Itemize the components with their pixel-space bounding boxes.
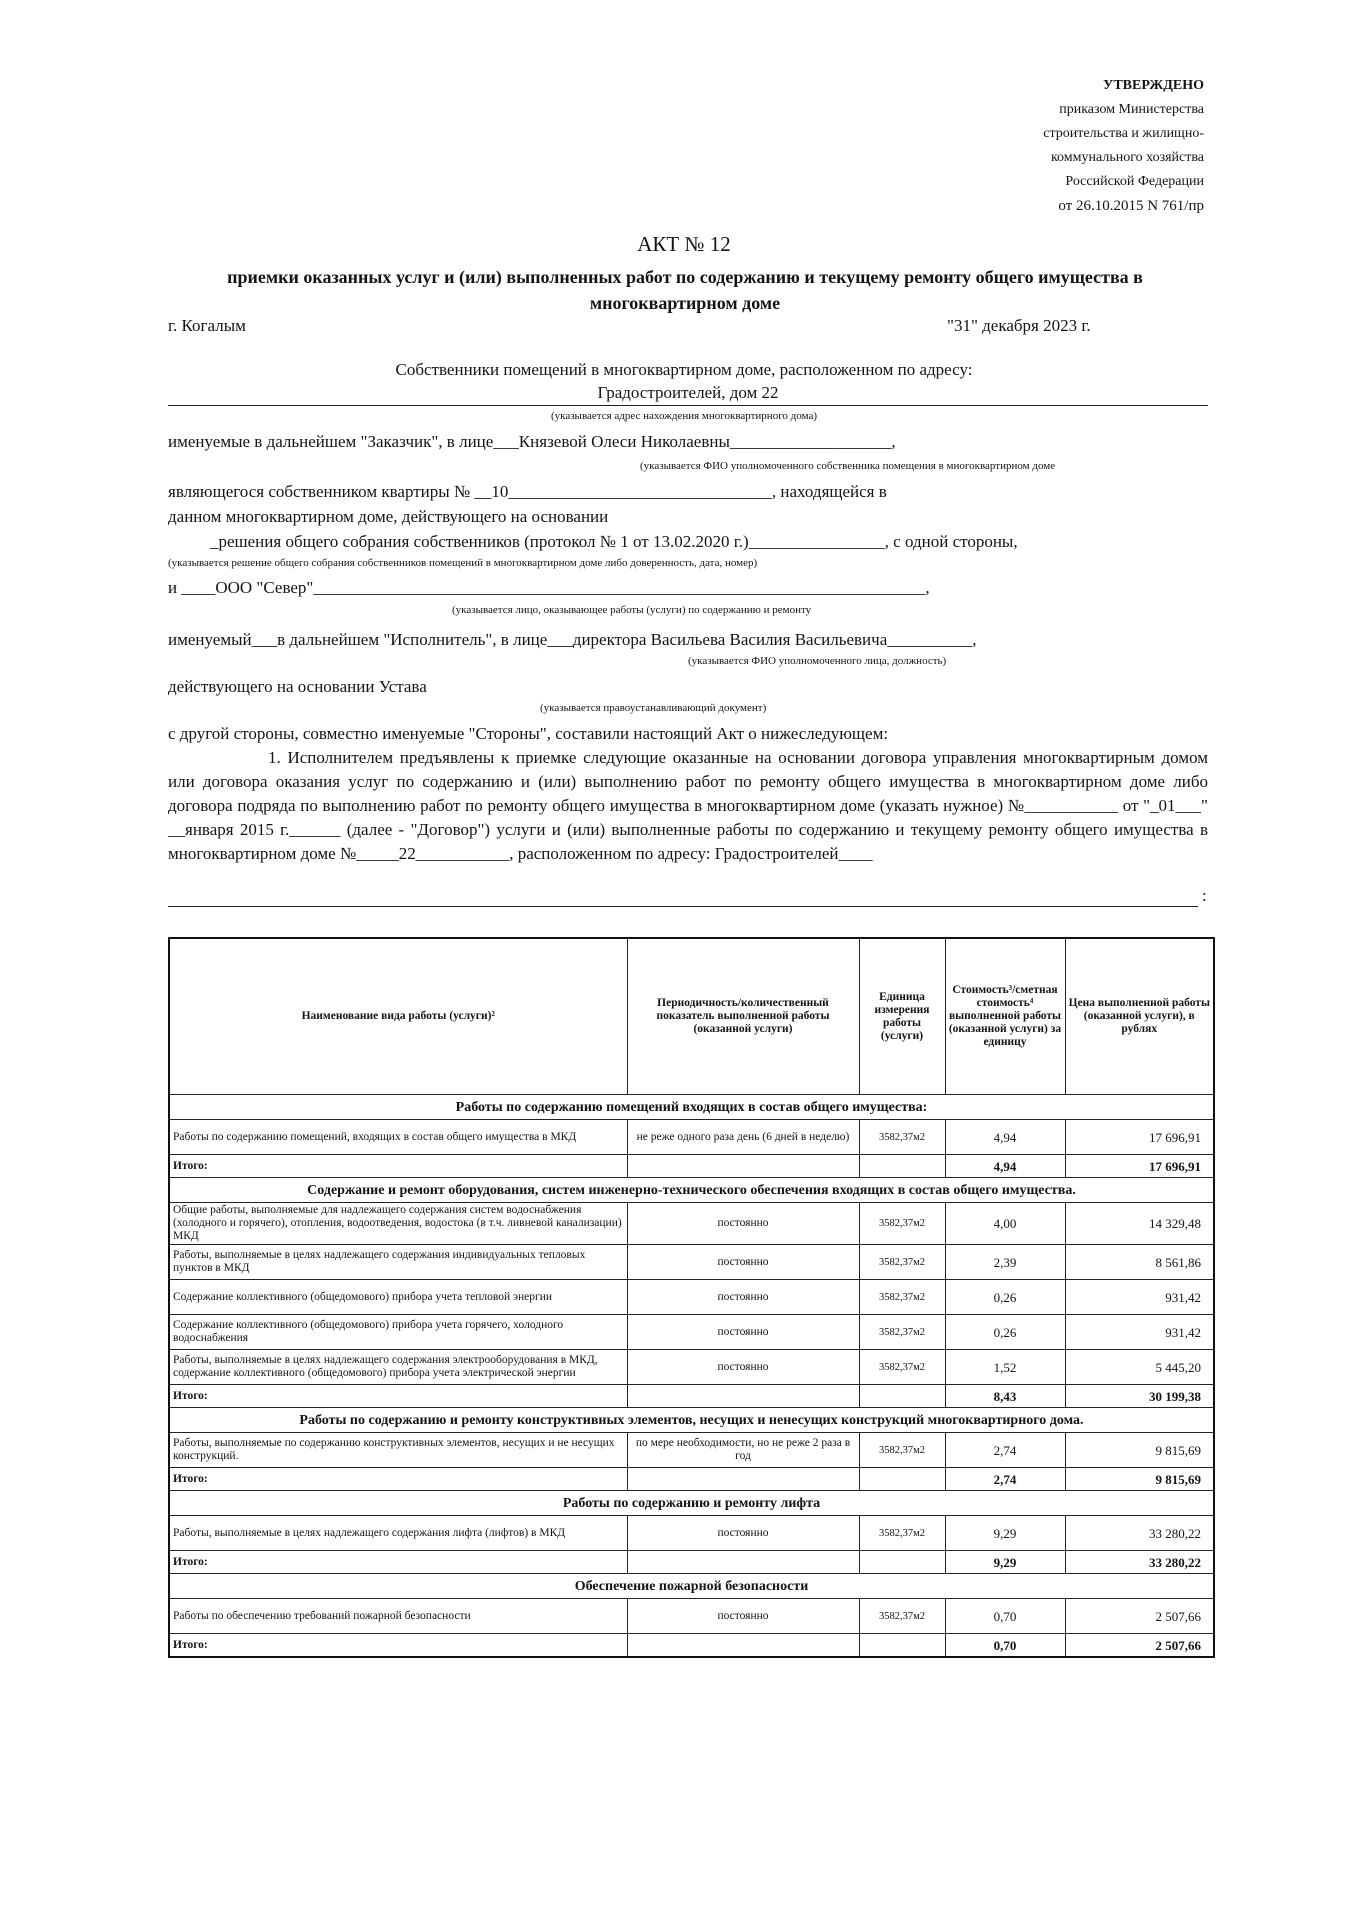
- fio-contractor-note: (указывается ФИО уполномоченного лица, должность): [688, 655, 947, 667]
- total-row: [169, 1155, 1214, 1178]
- table-row: [169, 1280, 1214, 1315]
- cell-name: Работы, выполняемые в целях надлежащего содержания лифта (лифтов) в МКД: [169, 1516, 627, 1551]
- total-price: 2 507,66: [1065, 1634, 1214, 1658]
- act-title: АКТ № 12: [637, 232, 731, 256]
- total-price: 17 696,91: [1065, 1155, 1214, 1178]
- cell-cost: 0,26: [945, 1280, 1065, 1315]
- total-cost: 8,43: [945, 1385, 1065, 1408]
- section-row: [169, 1491, 1214, 1516]
- contractor-line: именуемый___в дальнейшем "Исполнитель", в лице___директора Васильева Василия Васильевича__________,: [168, 630, 977, 649]
- cell-cost: 4,94: [945, 1120, 1065, 1155]
- cell-name: Работы, выполняемые в целях надлежащего содержания электрооборудования в МКД, содержание коллективного (общедомового) прибора учета электрической энергии: [169, 1350, 627, 1385]
- cell-unit: 3582,37м2: [859, 1315, 945, 1350]
- colon-mark: :: [1202, 886, 1207, 905]
- table-row: [169, 1516, 1214, 1551]
- cell-unit: 3582,37м2: [859, 1433, 945, 1468]
- total-price: 33 280,22: [1065, 1551, 1214, 1574]
- total-empty-cell: [627, 1155, 859, 1178]
- cell-cost: 2,39: [945, 1245, 1065, 1280]
- total-empty-cell: [859, 1385, 945, 1408]
- cell-unit: 3582,37м2: [859, 1203, 945, 1245]
- section-title: Работы по содержанию помещений входящих в состав общего имущества:: [169, 1095, 1214, 1120]
- cell-cost: 0,70: [945, 1599, 1065, 1634]
- cell-period: постоянно: [627, 1599, 859, 1634]
- cell-unit: 3582,37м2: [859, 1516, 945, 1551]
- cell-name: Работы по содержанию помещений, входящих в состав общего имущества в МКД: [169, 1120, 627, 1155]
- address-value: Градостроителей, дом 22: [597, 383, 779, 402]
- cell-cost: 0,26: [945, 1315, 1065, 1350]
- decision-note: (указывается решение общего собрания собственников помещений в многоквартирном доме либо доверенность, дата, номер): [168, 557, 758, 569]
- cell-price: 14 329,48: [1065, 1203, 1214, 1245]
- total-empty-cell: [859, 1634, 945, 1658]
- total-label: Итого:: [169, 1385, 627, 1408]
- fio-owner-note: (указывается ФИО уполномоченного собственника помещения в многоквартирном доме: [640, 460, 1056, 472]
- cell-period: постоянно: [627, 1245, 859, 1280]
- cell-period: постоянно: [627, 1280, 859, 1315]
- cell-period: по мере необходимости, но не реже 2 раза в год: [627, 1433, 859, 1468]
- item1-paragraph: [168, 746, 1208, 866]
- cell-price: 931,42: [1065, 1280, 1214, 1315]
- house-line: данном многоквартирном доме, действующего на основании: [168, 507, 609, 526]
- cell-unit: 3582,37м2: [859, 1599, 945, 1634]
- cell-period: постоянно: [627, 1516, 859, 1551]
- table-header-row: [169, 938, 1214, 1095]
- item1-text: 1. Исполнителем предъявлены к приемке следующие оказанные на основании договора управления многоквартирным домом или договора оказания услуг по содержанию и (или) выполнению работ по ремонту общего имущества в многоквартирном доме либо договора подряда по выполнению работ по ремонту общего имущества в многоквартирном доме (указать нужное) №___________ от "_01___" __января 2015 г.______ (далее - "Договор") услуги и (или) выполненные работы по содержанию и текущему ремонту общего имущества в многоквартирном доме №_____22___________, расположенном по адресу: Градостроителей____: [168, 748, 1208, 863]
- section-title: Обеспечение пожарной безопасности: [169, 1574, 1214, 1599]
- cell-cost: 2,74: [945, 1433, 1065, 1468]
- owners-intro: Собственники помещений в многоквартирном доме, расположенном по адресу:: [395, 360, 973, 379]
- total-empty-cell: [859, 1551, 945, 1574]
- address-line: [168, 383, 1208, 406]
- parties-line: с другой стороны, совместно именуемые "Стороны", составили настоящий Акт о нижеследующем:: [168, 724, 889, 743]
- cell-name: Содержание коллективного (общедомового) прибора учета тепловой энергии: [169, 1280, 627, 1315]
- document-note: (указывается правоустанавливающий документ): [540, 702, 767, 714]
- cell-cost: 4,00: [945, 1203, 1065, 1245]
- header-period: Периодичность/количественный показатель выполненной работы (оказанной услуги): [627, 938, 859, 1095]
- total-label: Итого:: [169, 1155, 627, 1178]
- cell-unit: 3582,37м2: [859, 1280, 945, 1315]
- city: г. Когалым: [168, 316, 246, 335]
- header-price: Цена выполненной работы (оказанной услуги), в рублях: [1065, 938, 1214, 1095]
- total-price: 30 199,38: [1065, 1385, 1214, 1408]
- cell-period: не реже одного раза день (6 дней в неделю): [627, 1120, 859, 1155]
- approval-line: Российской Федерации: [1065, 174, 1204, 189]
- cell-cost: 9,29: [945, 1516, 1065, 1551]
- cell-name: Содержание коллективного (общедомового) прибора учета горячего, холодного водоснабжения: [169, 1315, 627, 1350]
- decision-line: _решения общего собрания собственников (протокол № 1 от 13.02.2020 г.)________________, с одной стороны,: [210, 532, 1018, 551]
- address-note: (указывается адрес нахождения многоквартирного дома): [550, 410, 817, 422]
- cell-price: 17 696,91: [1065, 1120, 1214, 1155]
- total-row: [169, 1468, 1214, 1491]
- cell-price: 5 445,20: [1065, 1350, 1214, 1385]
- contractor-note: (указывается лицо, оказывающее работы (услуги) по содержанию и ремонту: [452, 604, 812, 616]
- total-row: [169, 1634, 1214, 1658]
- cell-price: 8 561,86: [1065, 1245, 1214, 1280]
- section-row: [169, 1408, 1214, 1433]
- apartment-line: являющегося собственником квартиры № __10_______________________________, находящейся в: [168, 482, 887, 501]
- cell-unit: 3582,37м2: [859, 1245, 945, 1280]
- total-cost: 9,29: [945, 1551, 1065, 1574]
- table-row: [169, 1599, 1214, 1634]
- basis-line: действующего на основании Устава: [168, 677, 427, 696]
- cell-price: 33 280,22: [1065, 1516, 1214, 1551]
- total-cost: 4,94: [945, 1155, 1065, 1178]
- total-empty-cell: [859, 1155, 945, 1178]
- table-row: [169, 1120, 1214, 1155]
- cell-unit: 3582,37м2: [859, 1350, 945, 1385]
- section-row: [169, 1574, 1214, 1599]
- total-label: Итого:: [169, 1551, 627, 1574]
- cell-period: постоянно: [627, 1315, 859, 1350]
- total-empty-cell: [627, 1551, 859, 1574]
- approval-title: УТВЕРЖДЕНО: [1103, 78, 1204, 93]
- cell-name: Общие работы, выполняемые для надлежащего содержания систем водоснабжения (холодного и горячего), отопления, водоотведения, водостока (в т.ч. ливневой канализации) МКД: [169, 1203, 627, 1245]
- table-row: [169, 1245, 1214, 1280]
- approval-block: [904, 74, 1204, 218]
- section-row: [169, 1095, 1214, 1120]
- section-title: Работы по содержанию и ремонту конструктивных элементов, несущих и ненесущих конструкций многоквартирного дома.: [169, 1408, 1214, 1433]
- total-empty-cell: [859, 1468, 945, 1491]
- act-subtitle: приемки оказанных услуг и (или) выполненных работ по содержанию и текущему ремонту общего имущества в многоквартирном доме: [227, 267, 1143, 313]
- header-name: Наименование вида работы (услуги)²: [169, 938, 627, 1095]
- works-table: [168, 937, 1215, 1658]
- cell-cost: 1,52: [945, 1350, 1065, 1385]
- cell-price: 9 815,69: [1065, 1433, 1214, 1468]
- act-date: "31" декабря 2023 г.: [947, 316, 1091, 335]
- cell-price: 2 507,66: [1065, 1599, 1214, 1634]
- cell-period: постоянно: [627, 1203, 859, 1245]
- cell-period: постоянно: [627, 1350, 859, 1385]
- total-cost: 0,70: [945, 1634, 1065, 1658]
- approval-line: строительства и жилищно-: [1043, 126, 1204, 141]
- approval-line: коммунального хозяйства: [1050, 150, 1204, 165]
- total-empty-cell: [627, 1385, 859, 1408]
- total-row: [169, 1551, 1214, 1574]
- customer-line: именуемые в дальнейшем "Заказчик", в лице___Князевой Олеси Николаевны___________________,: [168, 432, 896, 451]
- cell-name: Работы, выполняемые по содержанию конструктивных элементов, несущих и не несущих конструкций.: [169, 1433, 627, 1468]
- cell-price: 931,42: [1065, 1315, 1214, 1350]
- total-price: 9 815,69: [1065, 1468, 1214, 1491]
- blank-line: [168, 888, 1198, 907]
- and-line: и ____ООО "Север"________________________________________________________________________,: [168, 578, 930, 597]
- section-row: [169, 1178, 1214, 1203]
- table-row: [169, 1433, 1214, 1468]
- works-table-body: [169, 1095, 1214, 1658]
- section-title: Содержание и ремонт оборудования, систем инженерно-технического обеспечения входящих в состав общего имущества.: [169, 1178, 1214, 1203]
- cell-name: Работы по обеспечению требований пожарной безопасности: [169, 1599, 627, 1634]
- cell-name: Работы, выполняемые в целях надлежащего содержания индивидуальных тепловых пунктов в МКД: [169, 1245, 627, 1280]
- approval-line: приказом Министерства: [1059, 102, 1204, 117]
- total-label: Итого:: [169, 1468, 627, 1491]
- table-row: [169, 1350, 1214, 1385]
- total-cost: 2,74: [945, 1468, 1065, 1491]
- total-label: Итого:: [169, 1634, 627, 1658]
- section-title: Работы по содержанию и ремонту лифта: [169, 1491, 1214, 1516]
- total-empty-cell: [627, 1468, 859, 1491]
- header-cost: Стоимость³/сметная стоимость⁴ выполненной работы (оказанной услуги) за единицу: [945, 938, 1065, 1095]
- table-row: [169, 1315, 1214, 1350]
- header-unit: Единица измерения работы (услуги): [859, 938, 945, 1095]
- total-row: [169, 1385, 1214, 1408]
- table-row: [169, 1203, 1214, 1245]
- approval-line: от 26.10.2015 N 761/пр: [1058, 198, 1204, 214]
- total-empty-cell: [627, 1634, 859, 1658]
- cell-unit: 3582,37м2: [859, 1120, 945, 1155]
